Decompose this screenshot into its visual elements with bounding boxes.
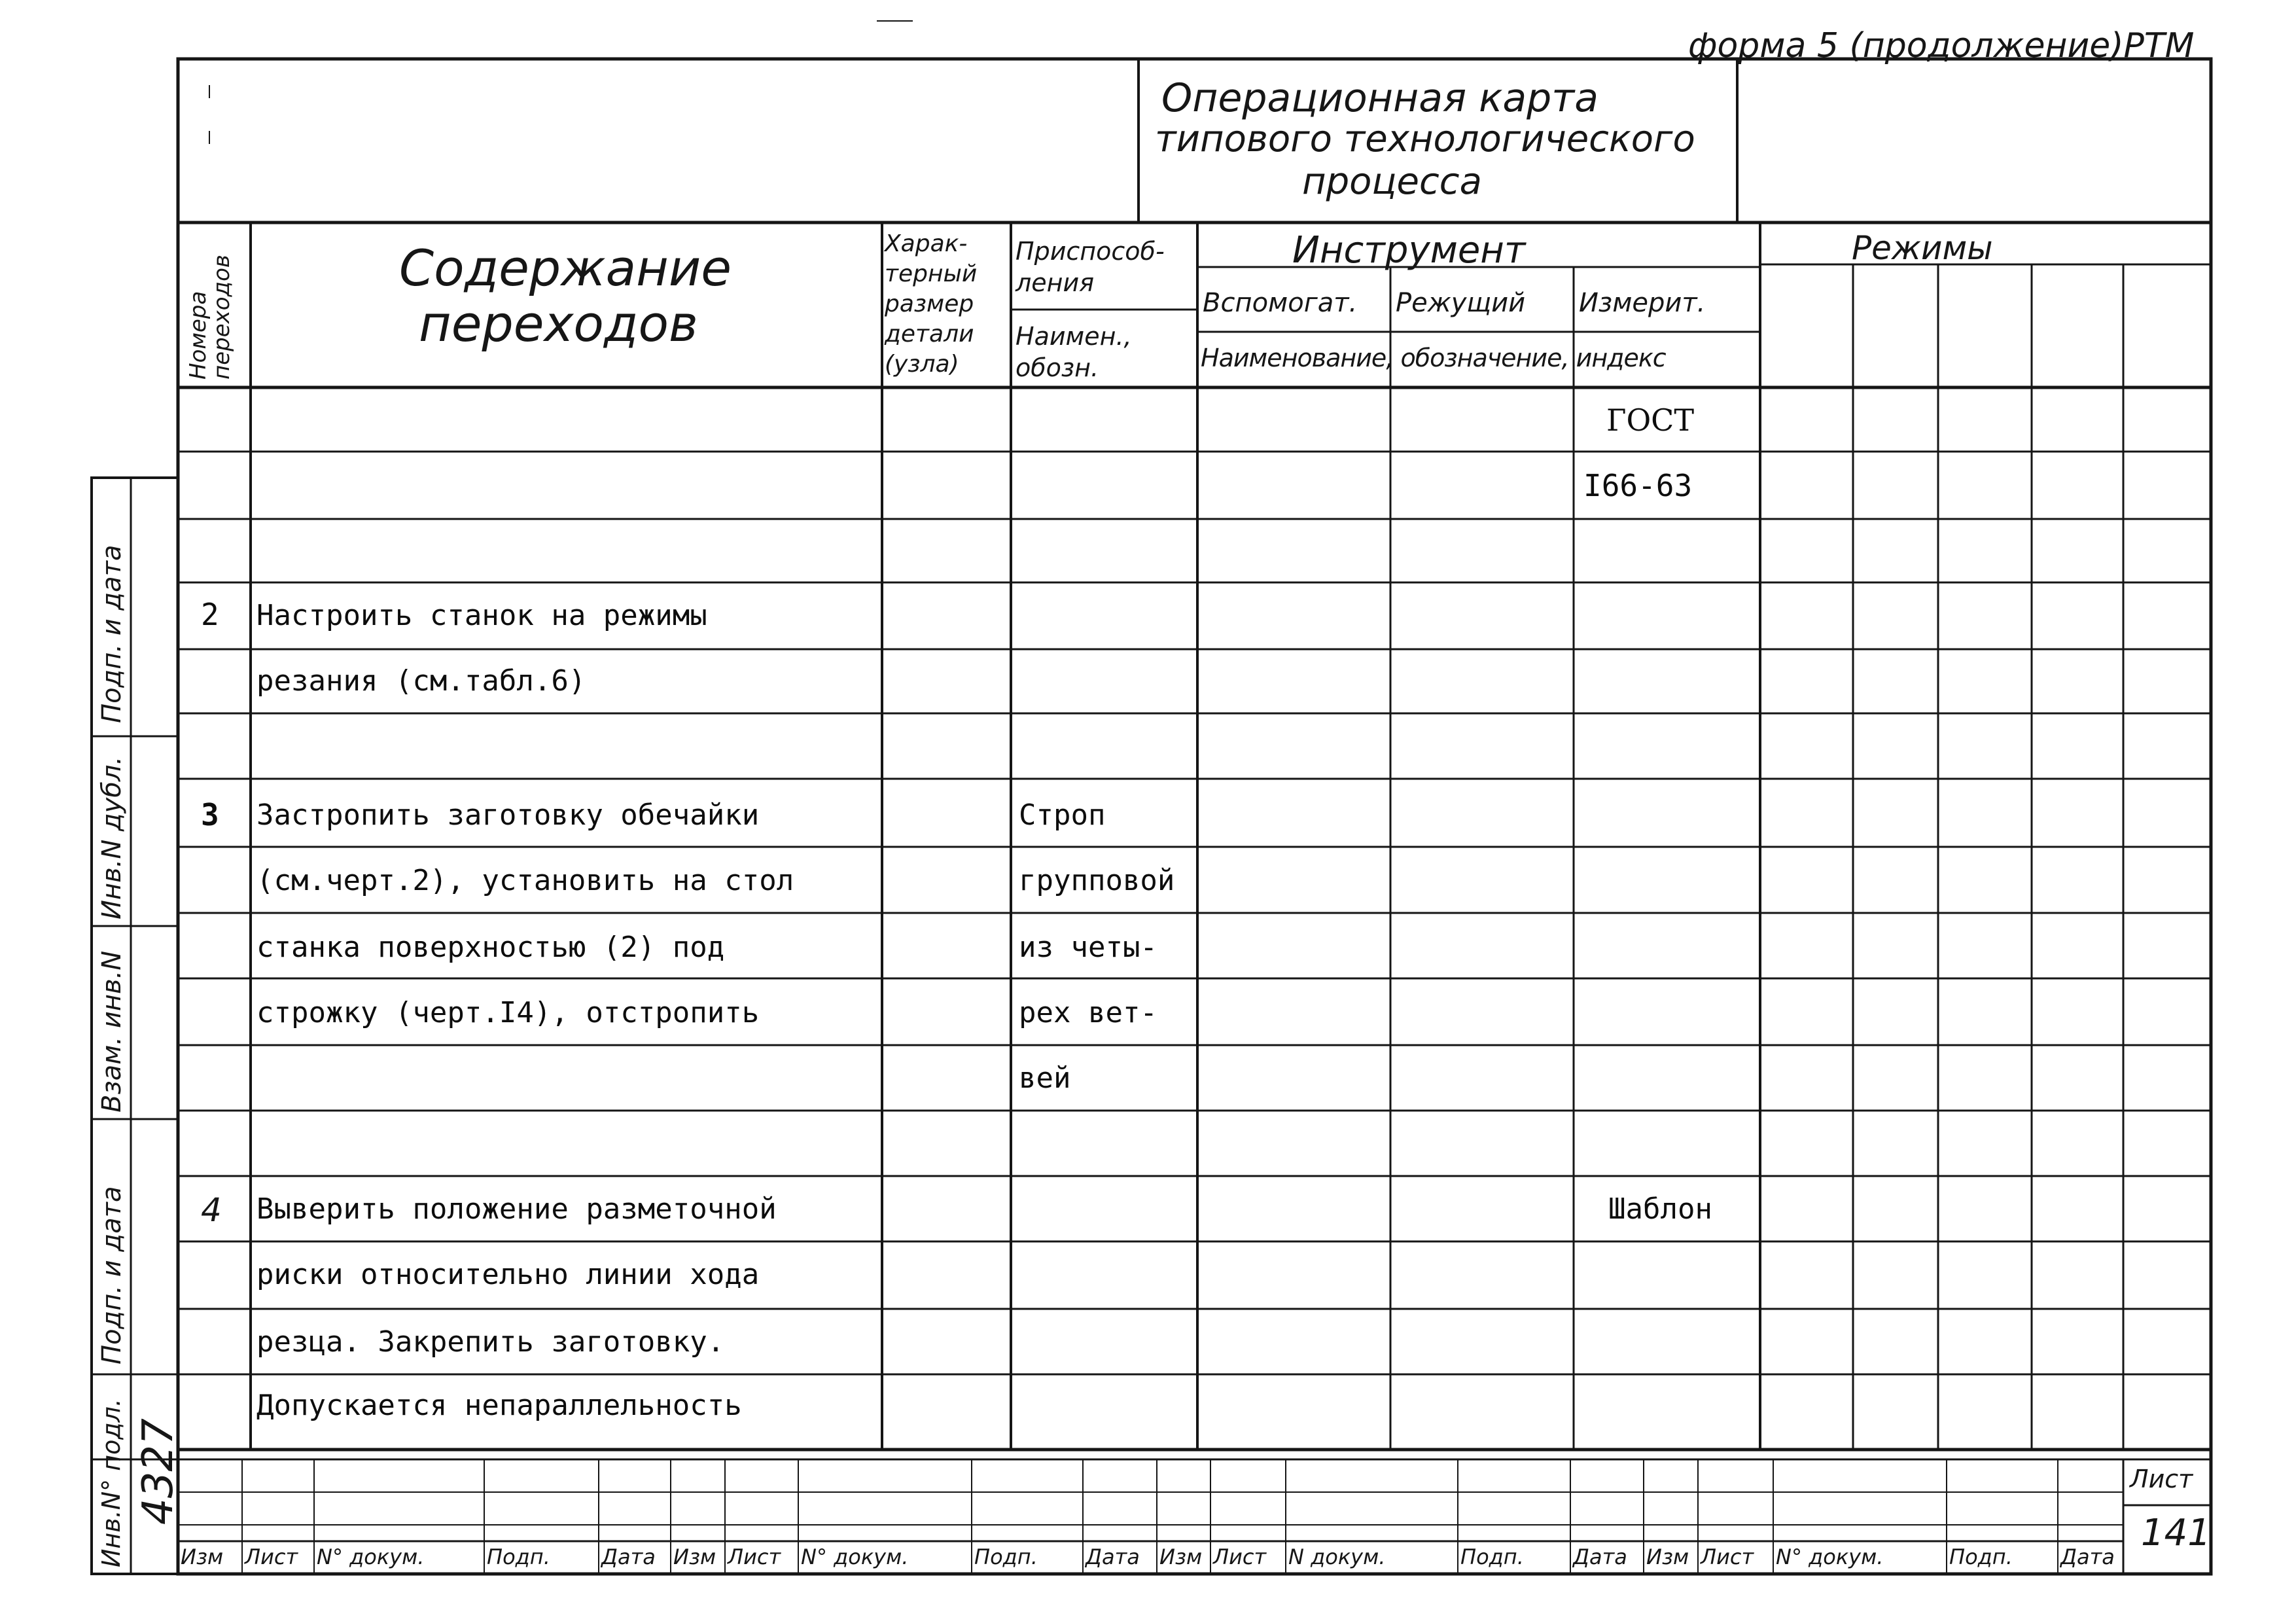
measure-text: ГОСТ — [1606, 402, 1695, 438]
footer-doc: N° докум. — [1776, 1544, 1884, 1569]
fixture-text: рех вет- — [1019, 996, 1157, 1029]
header-tools: Инструмент — [1292, 229, 1526, 272]
fixture-text: из четы- — [1019, 931, 1157, 964]
footer-sign: Подп. — [974, 1544, 1038, 1569]
fixture-text: Строп — [1019, 798, 1106, 832]
footer-date: Дата — [2060, 1544, 2115, 1569]
step-text: Настроить станок на режимы — [256, 599, 707, 632]
step-number: 3 — [201, 797, 219, 832]
measure-text: I66-63 — [1583, 468, 1693, 503]
title-line-1: Операционная карта — [1161, 75, 1598, 121]
header-fixtures-sub: Наимен., обозн. — [1016, 322, 1132, 382]
footer-izm: Изм — [181, 1544, 224, 1569]
side-label-sign-date: Подп. и дата — [97, 544, 127, 723]
footer-sign: Подп. — [1949, 1544, 2013, 1569]
footer-date: Дата — [1573, 1544, 1627, 1569]
footer-doc: N° докум. — [801, 1544, 909, 1569]
step-text: резания (см.табл.6) — [256, 664, 586, 698]
footer-doc: N докум. — [1288, 1544, 1386, 1569]
step-text: Допускается непараллельность — [256, 1389, 742, 1422]
header-numbers: Номера переходов — [185, 255, 235, 380]
sheet-label: Лист — [2130, 1465, 2193, 1493]
title-line-3: процесса — [1302, 160, 1482, 203]
header-tool-index: Наименование, обозначение, индекс — [1201, 344, 1666, 372]
sheet-number: 141 — [2141, 1512, 2211, 1554]
footer-doc: N° докум. — [317, 1544, 425, 1569]
footer-list: Лист — [728, 1544, 781, 1569]
step-number: 2 — [201, 597, 219, 632]
header-content-1: Содержание — [399, 239, 732, 297]
footer-sign: Подп. — [1460, 1544, 1524, 1569]
step-number: 4 — [201, 1191, 222, 1229]
footer-date: Дата — [601, 1544, 656, 1569]
footer-izm: Изм — [1646, 1544, 1689, 1569]
header-modes: Режимы — [1852, 229, 1993, 267]
measure-text: Шаблон — [1608, 1192, 1712, 1226]
header-tool-aux: Вспомогат. — [1203, 288, 1358, 318]
step-text: риски относительно линии хода — [256, 1258, 760, 1291]
footer-izm: Изм — [1159, 1544, 1203, 1569]
step-text: резца. Закрепить заготовку. — [256, 1325, 725, 1359]
header-content-2: переходов — [419, 294, 698, 353]
side-label-dup-inv: Инв.N дубл. — [97, 756, 127, 919]
step-text: Выверить положение разметочной — [256, 1192, 777, 1226]
footer-izm: Изм — [673, 1544, 716, 1569]
side-label-orig-inv: Инв.N° подл. — [97, 1399, 126, 1567]
footer-sign: Подп. — [487, 1544, 550, 1569]
step-text: (см.черт.2), установить на стол — [256, 864, 794, 897]
fixture-text: групповой — [1019, 864, 1175, 897]
footer-list: Лист — [1701, 1544, 1754, 1569]
step-text: Застропить заготовку обечайки — [256, 798, 760, 832]
side-label-repl-inv: Взам. инв.N — [97, 950, 127, 1113]
header-fixtures: Приспособ- ления — [1016, 237, 1165, 297]
side-label-sign-date-2: Подп. и дата — [97, 1186, 127, 1364]
title-line-2: типового технологического — [1155, 118, 1695, 160]
inventory-number: 4327 — [134, 1418, 183, 1525]
header-size: Харак- терный размер детали (узла) — [885, 230, 978, 378]
footer-date: Дата — [1086, 1544, 1140, 1569]
header-tool-cut: Режущий — [1396, 288, 1526, 318]
step-text: станка поверхностью (2) под — [256, 931, 725, 964]
fixture-text: вей — [1019, 1061, 1071, 1095]
step-text: строжку (черт.I4), отстропить — [256, 996, 760, 1029]
form-label: форма 5 (продолжение)РТМ — [1688, 26, 2195, 65]
footer-list: Лист — [1213, 1544, 1267, 1569]
footer-list: Лист — [245, 1544, 298, 1569]
header-tool-meas: Измерит. — [1579, 288, 1706, 318]
